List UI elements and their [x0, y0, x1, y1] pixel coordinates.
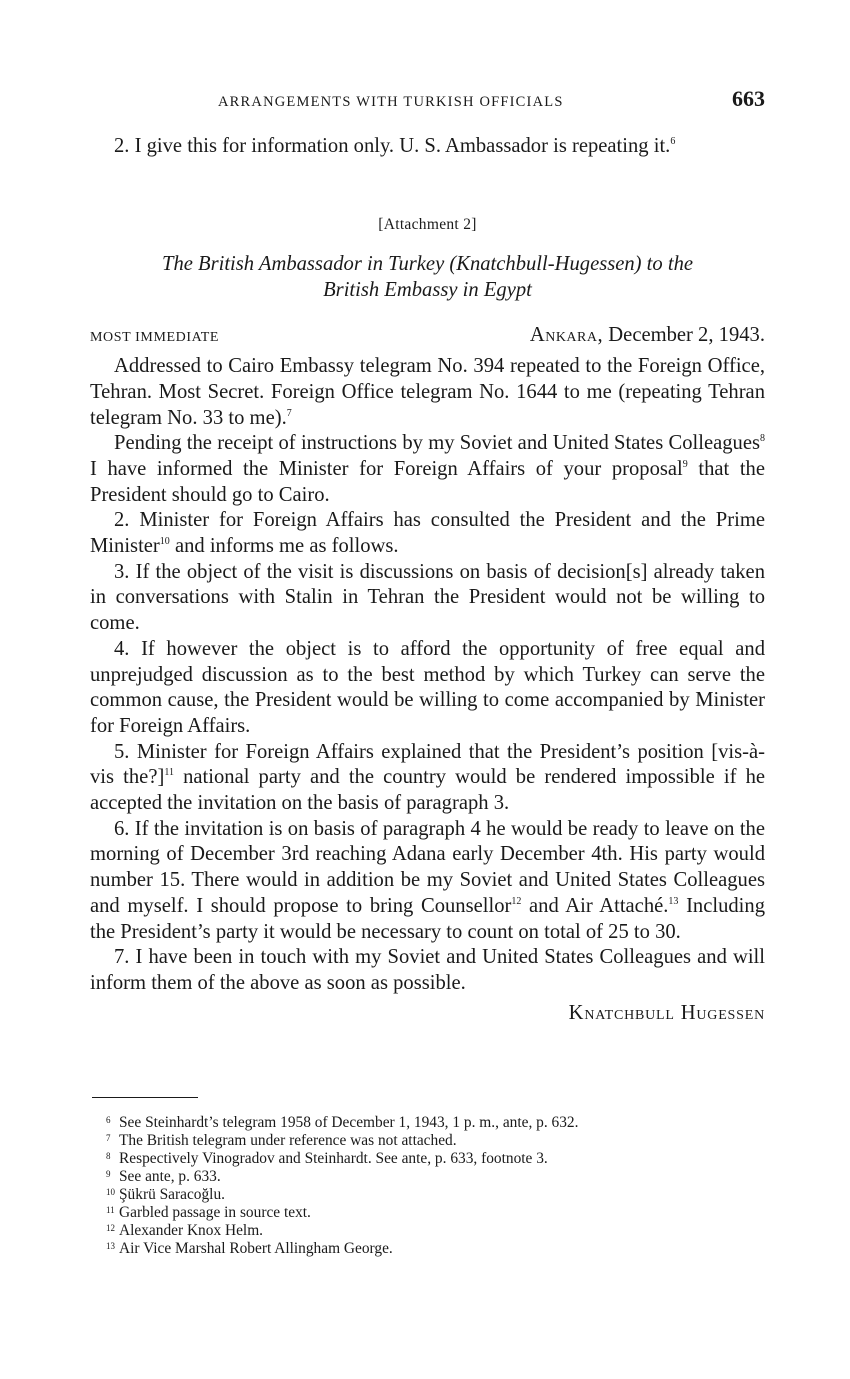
footnote-number: 9 — [106, 1169, 111, 1179]
running-head: ARRANGEMENTS WITH TURKISH OFFICIALS — [218, 94, 564, 110]
footnote — [106, 1222, 766, 1240]
paragraph-2: 2. Minister for Foreign Affairs has consulted the President and the Prime Minister$^{10}$ and informs me as follows. — [90, 509, 765, 558]
document-title — [90, 251, 765, 303]
place-name: Ankara, — [529, 324, 604, 347]
document-title-line-1: The British Ambassador in Turkey (Knatchbull-Hugessen) to the — [161, 253, 694, 276]
footnote-ref: 11 — [164, 767, 174, 779]
footnote — [106, 1240, 766, 1258]
paragraph-4: 4. If however the object is to afford the opportunity of free equal and unprejudged discussion as to the best method by which Turkey can serve the common cause, the President would be willing to come accompanied by Minister for Foreign Affairs. — [90, 637, 765, 737]
footnote-text: Respectively Vinogradov and Steinhardt. See ante, p. 633, footnote 3. — [119, 1150, 548, 1167]
paragraph-pending: Pending the receipt of instructions by my Soviet and United States Colleagues$^8$ I have informed the Minister for Foreign Affairs of your proposal$^9$ that the President should go to Cairo. — [90, 432, 765, 506]
footnote-text: Şükrü Saracoğlu. — [119, 1186, 226, 1203]
footnote — [106, 1204, 766, 1222]
footnotes — [106, 1114, 766, 1258]
page-header — [90, 86, 765, 118]
paragraph-5: 5. Minister for Foreign Affairs explained that the President’s position [vis-à-vis the?]$^{11}$ national party and the country would be rendered impossible if he accepted the invitation on the basis of paragraph 3. — [90, 740, 766, 815]
footnote — [106, 1168, 766, 1186]
body-text — [90, 134, 765, 1026]
dateline — [90, 323, 765, 351]
page-number: 663 — [732, 86, 765, 111]
footnote-ref: 6 — [670, 136, 676, 147]
footnote-ref: 13 — [668, 895, 679, 907]
footnote-ref: 8 — [760, 433, 765, 445]
footnote — [106, 1114, 766, 1132]
footnote-number: 13 — [106, 1241, 115, 1251]
footnote-number: 7 — [106, 1133, 111, 1143]
footnote — [106, 1150, 766, 1168]
footnote-text: See ante, p. 633. — [119, 1168, 221, 1185]
date: December 2, 1943. — [603, 324, 765, 347]
priority-label: MOST IMMEDIATE — [90, 330, 220, 346]
footnote-text: Air Vice Marshal Robert Allingham George. — [119, 1240, 393, 1257]
footnote-text: Garbled passage in source text. — [119, 1204, 311, 1221]
attachment-label: [Attachment 2] — [378, 215, 477, 233]
document-title-line-2: British Embassy in Egypt — [323, 279, 532, 302]
footnote-ref: 12 — [511, 895, 522, 907]
footnote-ref: 10 — [159, 536, 170, 548]
footnote-text: Alexander Knox Helm. — [119, 1222, 264, 1239]
footnote-ref: 7 — [286, 407, 292, 419]
footnote-number: 12 — [106, 1223, 115, 1233]
footnote-text: See Steinhardt’s telegram 1958 of December 1, 1943, 1 p. m., ante, p. 632. — [119, 1114, 579, 1131]
footnote-number: 11 — [106, 1205, 115, 1215]
footnote-number: 6 — [106, 1115, 111, 1125]
footnote-ref: 9 — [682, 458, 688, 470]
footnote-number: 10 — [106, 1187, 115, 1197]
footnote-divider — [92, 1097, 198, 1098]
footnote-number: 8 — [106, 1151, 111, 1161]
paragraph-3: 3. If the object of the visit is discussions on basis of decision[s] already taken in conversations with Stalin in Tehran the President would not be willing to come. — [90, 560, 765, 635]
place-date — [530, 323, 765, 349]
footnote — [106, 1186, 766, 1204]
paragraph-6: 6. If the invitation is on basis of paragraph 4 he would be ready to leave on the morning of December 3rd reaching Adana early December 4th. His party would number 15. There would in addition be my Soviet and United States Colleagues and myself. I should propose to bring Counsellor$^{12}$ and Air Attaché.$^{13}$ Including the President’s party it would be necessary to count on total of 25 to 30. — [90, 817, 766, 943]
paragraph-addressed: Addressed to Cairo Embassy telegram No. 394 repeated to the Foreign Office, Tehran. Most Secret. Foreign Office telegram No. 1644 to me (repeating Tehran telegram No. 33 to me).$^7$ — [90, 355, 765, 429]
paragraph-7: 7. I have been in touch with my Soviet and United States Colleagues and will inform them of the above as soon as possible. — [90, 946, 765, 994]
footnote-text: The British telegram under reference was not attached. — [119, 1132, 457, 1149]
signature: Knatchbull Hugessen — [568, 1001, 765, 1024]
footnote — [106, 1132, 766, 1150]
paragraph-intro: 2. I give this for information only. U. S. Ambassador is repeating it.$^6$ — [114, 135, 676, 157]
